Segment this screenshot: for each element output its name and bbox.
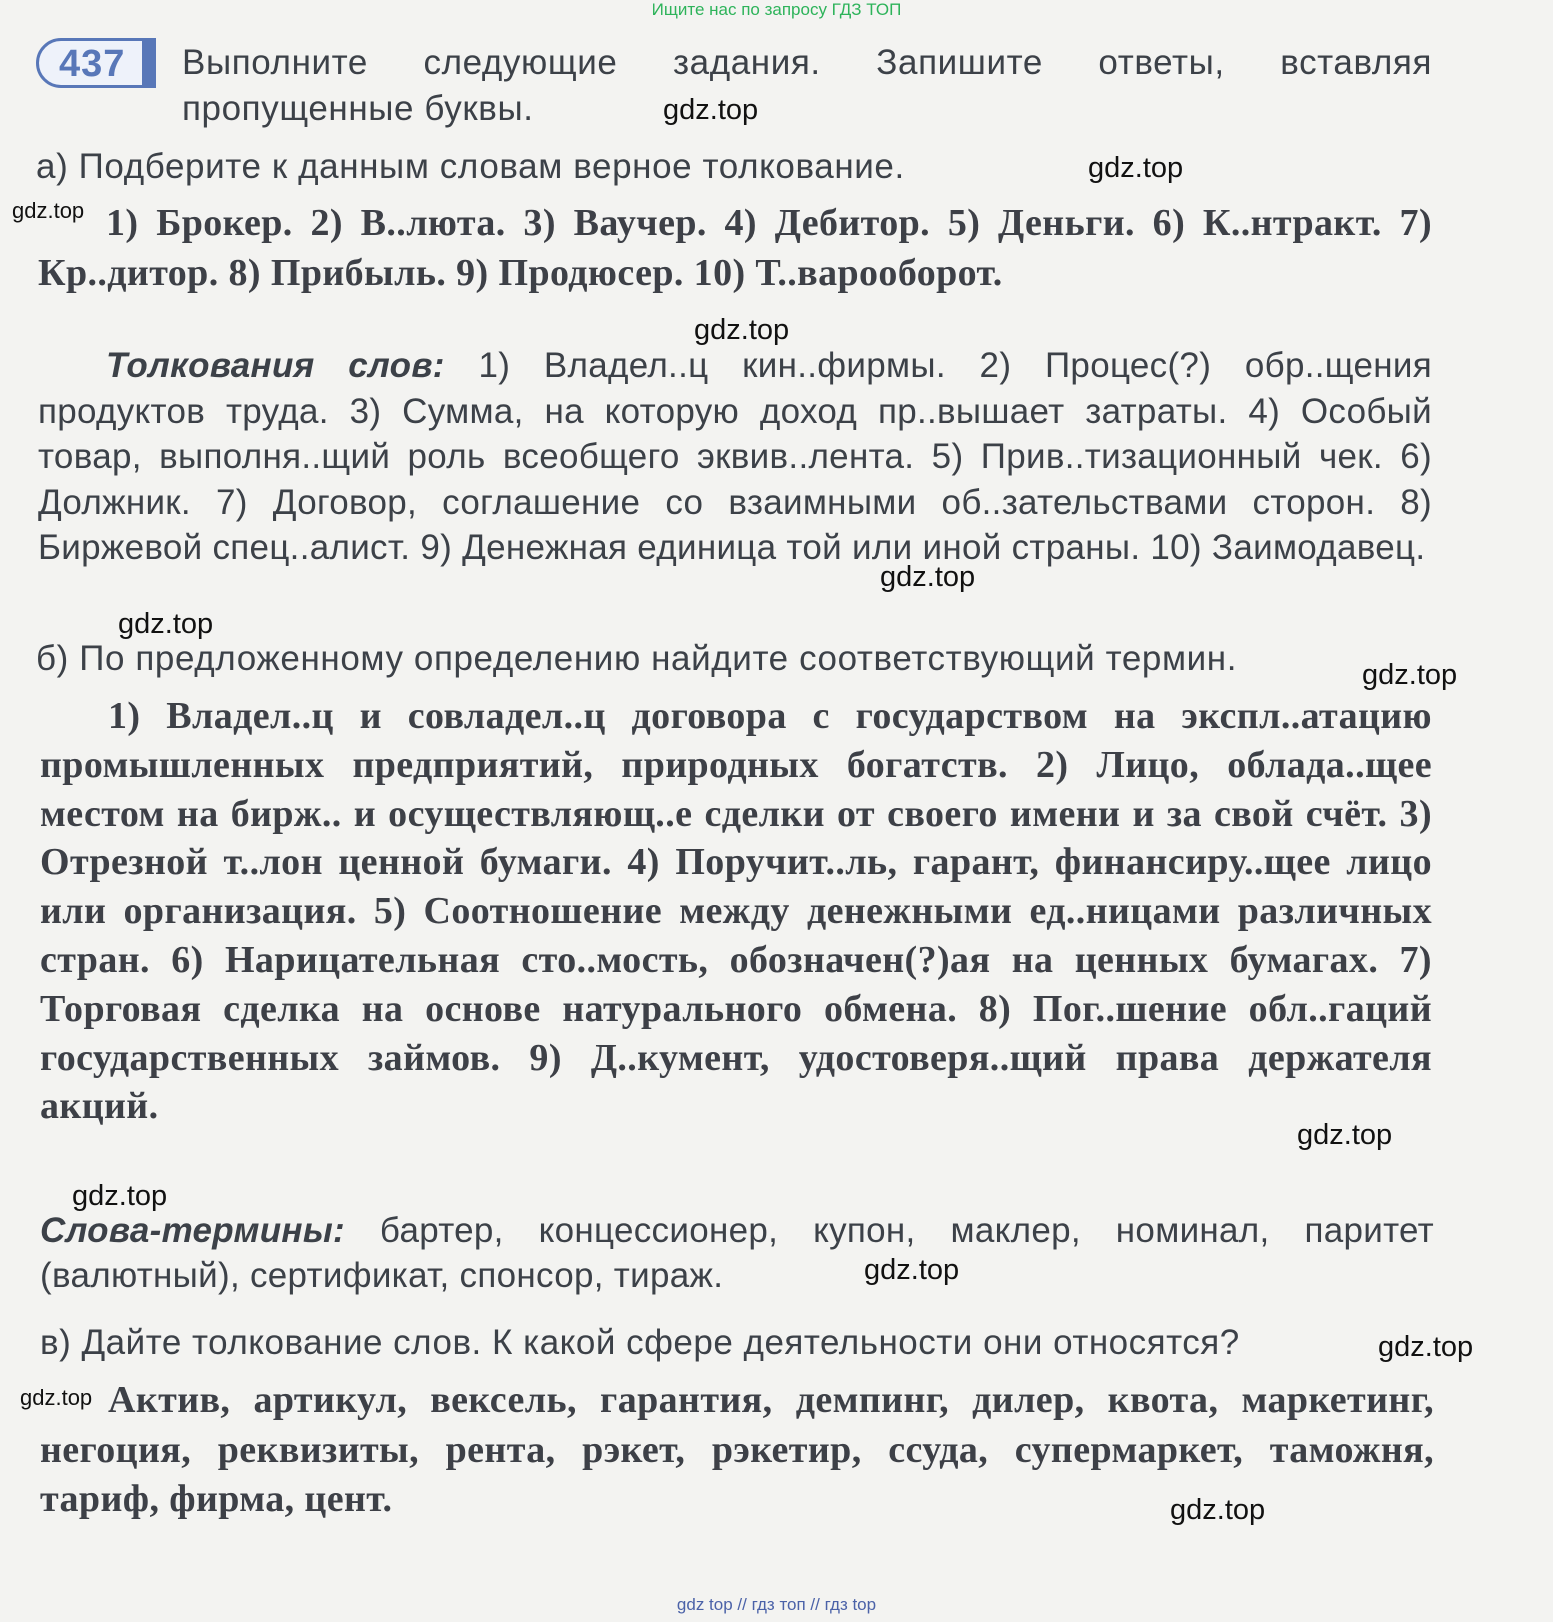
watermark: gdz.top (1362, 659, 1458, 691)
bottom-banner: gdz top // гдз топ // гдз top (676, 1595, 877, 1614)
exercise-number: 437 (59, 43, 126, 85)
watermark: gdz.top (694, 314, 790, 346)
exercise-number-badge (36, 38, 156, 88)
part-b-task: б) По предложенному определению найдите соответствующий термин. (36, 639, 1238, 678)
part-a-definitions (38, 343, 1432, 571)
terms-label: Слова-термины: (40, 1211, 345, 1250)
watermark: gdz.top (663, 94, 759, 126)
exercise-instruction: Выполните следующие задания. Запишите ответы, вставляя пропущенные буквы. (182, 43, 1432, 128)
part-a-words: 1) Брокер. 2) В..люта. 3) Ваучер. 4) Дебитор. 5) Деньги. 6) К..нтракт. 7) Кр..дитор. 8) Прибыль. 9) Продюсер. 10) Т..варооборот. (38, 202, 1432, 294)
watermark: gdz.top (72, 1180, 168, 1212)
watermark: gdz.top (1088, 152, 1184, 184)
watermark: gdz.top (880, 561, 976, 593)
watermark: gdz.top (1170, 1494, 1266, 1526)
watermark: gdz.top (118, 608, 214, 640)
part-b-terms (40, 1208, 1434, 1298)
part-a-task: а) Подберите к данным словам верное толкование. (36, 147, 905, 186)
terms-text: бартер, концессионер, купон, маклер, номинал, паритет (валютный), сертификат, спонсор, тираж. (40, 1211, 1434, 1295)
watermark: gdz.top (1378, 1331, 1474, 1363)
part-c-task: в) Дайте толкование слов. К какой сфере деятельности они относятся? (40, 1323, 1240, 1362)
watermark: gdz.top (20, 1385, 93, 1410)
watermark: gdz.top (1297, 1119, 1393, 1151)
definitions-label: Толкования слов: (106, 346, 445, 385)
part-c-words: Актив, артикул, вексель, гарантия, демпинг, дилер, квота, маркетинг, негоция, реквизиты, рента, рэкет, рэкетир, ссуда, супермаркет, таможня, тариф, фирма, цент. (40, 1379, 1434, 1520)
watermark: gdz.top (12, 198, 85, 223)
part-b-definitions: 1) Владел..ц и совладел..ц договора с государством на экспл..атацию промышленных предприятий, природных богатств. 2) Лицо, облада..щее местом на бирж.. и осуществляющ..е сделки от своего имени и за свой счёт. 3) Отрезной т..лон ценной бумаги. 4) Поручит..ль, гарант, финансиру..щее лицо или организация. 5) Соотношение между денежными ед..ницами различных стран. 6) Нарицательная сто..мость, обозначен(?)ая на ценных бумагах. 7) Торговая сделка на основе натурального обмена. 8) Пог..шение обл..гаций государственных займов. 9) Д..кумент, удостоверя..щий права держателя акций. (40, 695, 1432, 1128)
definitions-text: 1) Владел..ц кин..фирмы. 2) Процес(?) обр..щения продуктов труда. 3) Сумма, на которую доход пр..вышает затраты. 4) Особый товар, выполня..щий роль всеобщего эквив..лента. 5) Прив..тизационный чек. 6) Должник. 7) Договор, соглашение со взаимными об..зательствами сторон. 8) Биржевой спец..алист. 9) Денежная единица той или иной страны. 10) Заимодавец. (38, 346, 1432, 567)
watermark: gdz.top (864, 1254, 960, 1286)
top-banner: Ищите нас по запросу ГДЗ ТОП (651, 0, 902, 19)
